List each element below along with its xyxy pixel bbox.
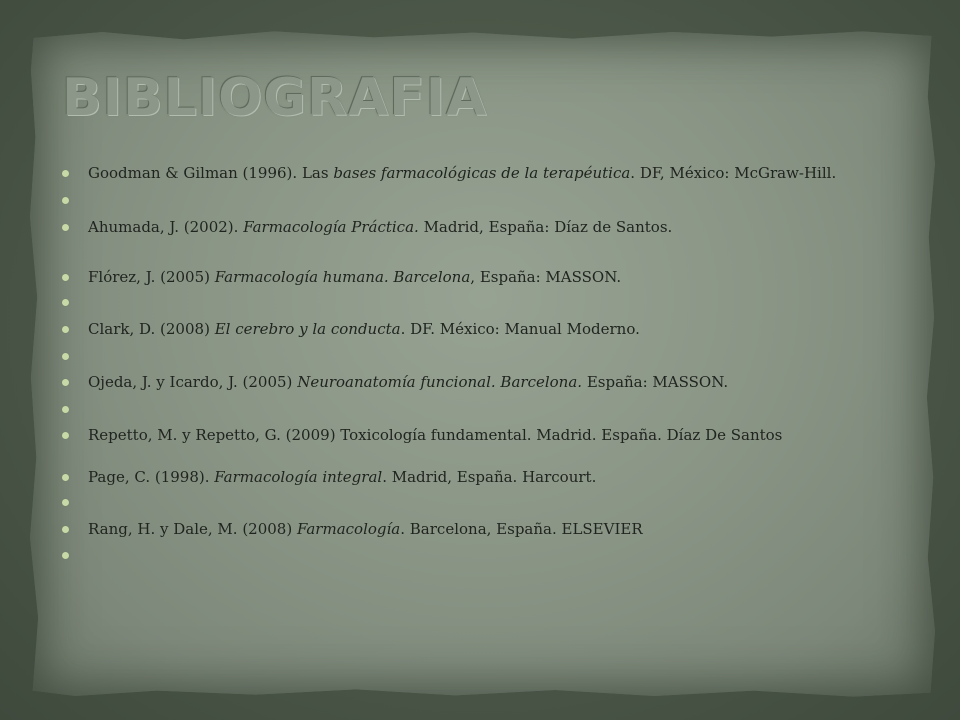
bullet-icon bbox=[62, 299, 69, 306]
entry-italic-text: bases farmacológicas de la terapéutica bbox=[333, 164, 631, 182]
bibliography-entry bbox=[62, 467, 596, 487]
bullet-icon bbox=[62, 379, 69, 386]
entry-text: . Madrid, España. Harcourt. bbox=[382, 468, 597, 486]
bibliography-entry bbox=[62, 217, 672, 237]
bullet-icon bbox=[62, 474, 69, 481]
entry-italic-text: Farmacología humana. Barcelona bbox=[214, 268, 471, 286]
entry-italic-text: Farmacología bbox=[296, 520, 401, 538]
entry-text: Ojeda, J. y Icardo, J. (2005) bbox=[88, 373, 298, 391]
entry-text: . DF. México: Manual Moderno. bbox=[400, 320, 640, 338]
entry-text: Goodman & Gilman (1996). Las bbox=[88, 164, 334, 182]
bullet-icon bbox=[62, 432, 69, 439]
entry-text: Madrid, España: Díaz de Santos. bbox=[418, 218, 673, 236]
slide-title: BIBLIOGRAFIA bbox=[62, 68, 488, 128]
entry-text: Rang, H. y Dale, M. (2008) bbox=[88, 520, 297, 538]
bullet-icon bbox=[62, 197, 69, 204]
bibliography-entry bbox=[62, 319, 640, 339]
entry-text: . Barcelona, España. ELSEVIER bbox=[400, 520, 643, 538]
bullet-icon bbox=[62, 526, 69, 533]
paper-panel bbox=[30, 30, 935, 698]
entry-text: Ahumada, J. (2002). bbox=[88, 218, 244, 236]
bullet-icon bbox=[62, 499, 69, 506]
bullet-icon bbox=[62, 406, 69, 413]
entry-italic-text: El cerebro y la conducta bbox=[214, 320, 401, 338]
bullet-icon bbox=[62, 170, 69, 177]
entry-italic-text: Neuroanatomía funcional. Barcelona. bbox=[297, 373, 583, 391]
bullet-icon bbox=[62, 224, 69, 231]
bullet-icon bbox=[62, 552, 69, 559]
bibliography-entry bbox=[62, 267, 621, 287]
entry-italic-text: Farmacología Práctica. bbox=[243, 218, 419, 236]
entry-text: Clark, D. (2008) bbox=[88, 320, 215, 338]
bibliography-entry bbox=[62, 519, 643, 539]
entry-text: Page, C. (1998). bbox=[88, 468, 215, 486]
bullet-icon bbox=[62, 326, 69, 333]
bibliography-entry bbox=[62, 425, 782, 445]
entry-text: España: MASSON. bbox=[582, 373, 729, 391]
entry-text: Flórez, J. (2005) bbox=[88, 268, 215, 286]
bullet-icon bbox=[62, 274, 69, 281]
entry-text: , España: MASSON. bbox=[470, 268, 622, 286]
bibliography-entry bbox=[62, 372, 728, 392]
bullet-icon bbox=[62, 353, 69, 360]
entry-text: Repetto, M. y Repetto, G. (2009) Toxicología fundamental. Madrid. España. Díaz De Santos bbox=[88, 426, 783, 444]
entry-text: . DF, México: McGraw-Hill. bbox=[630, 164, 837, 182]
entry-italic-text: Farmacología integral bbox=[214, 468, 383, 486]
bibliography-entry bbox=[62, 163, 836, 183]
